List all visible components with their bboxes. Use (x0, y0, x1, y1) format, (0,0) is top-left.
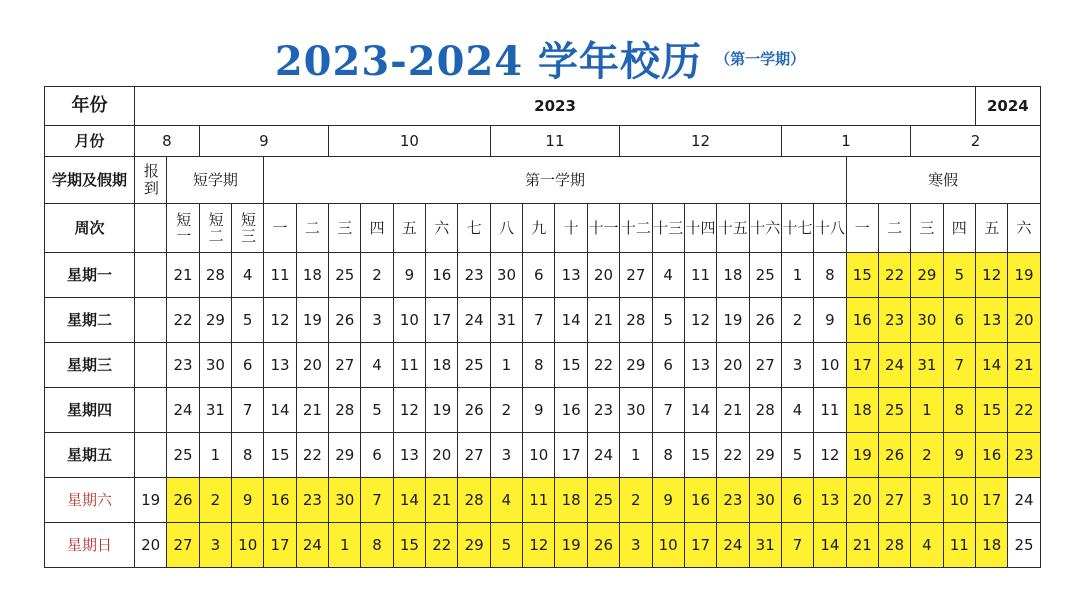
date-cell (135, 433, 167, 478)
week-cell: 一 (846, 204, 878, 253)
date-cell: 22 (167, 298, 199, 343)
day-row (45, 433, 1041, 478)
school-calendar-table (44, 86, 1041, 568)
week-cell: 二 (878, 204, 910, 253)
date-cell: 12 (393, 388, 425, 433)
date-cell: 28 (620, 298, 652, 343)
date-cell: 22 (717, 433, 749, 478)
date-cell: 13 (684, 343, 716, 388)
date-cell: 25 (167, 433, 199, 478)
week-cell: 八 (490, 204, 522, 253)
date-cell: 9 (232, 478, 264, 523)
title-main: 2023-2024 学年校历 (274, 38, 703, 85)
date-cell: 7 (781, 523, 813, 568)
week-cell: 六 (426, 204, 458, 253)
date-cell: 25 (1008, 523, 1040, 568)
week-cell: 四 (943, 204, 975, 253)
date-cell: 12 (523, 523, 555, 568)
month-row-label: 月份 (45, 126, 135, 157)
date-cell: 6 (652, 343, 684, 388)
date-cell: 23 (458, 253, 490, 298)
date-cell: 12 (814, 433, 846, 478)
date-cell: 31 (199, 388, 231, 433)
date-cell: 10 (523, 433, 555, 478)
week-cell: 七 (458, 204, 490, 253)
date-cell: 9 (393, 253, 425, 298)
date-cell: 14 (976, 343, 1008, 388)
date-cell: 16 (684, 478, 716, 523)
date-cell: 4 (781, 388, 813, 433)
day-label: 星期一 (45, 253, 135, 298)
day-row (45, 478, 1041, 523)
date-cell: 22 (296, 433, 328, 478)
week-cell: 十一 (587, 204, 619, 253)
date-cell: 24 (878, 343, 910, 388)
week-cell: 四 (361, 204, 393, 253)
date-cell: 20 (1008, 298, 1040, 343)
date-cell: 25 (749, 253, 781, 298)
date-cell: 1 (781, 253, 813, 298)
term-cell: 寒假 (846, 157, 1040, 204)
date-cell: 11 (393, 343, 425, 388)
date-cell: 31 (749, 523, 781, 568)
date-cell (135, 388, 167, 433)
date-cell: 16 (426, 253, 458, 298)
date-cell: 10 (393, 298, 425, 343)
date-cell: 3 (620, 523, 652, 568)
date-cell: 31 (490, 298, 522, 343)
month-cell: 2 (911, 126, 1040, 157)
week-cell: 十五 (717, 204, 749, 253)
date-cell: 27 (329, 343, 361, 388)
date-cell: 7 (232, 388, 264, 433)
date-cell: 31 (911, 343, 943, 388)
date-cell: 20 (135, 523, 167, 568)
date-cell: 13 (393, 433, 425, 478)
date-cell: 19 (555, 523, 587, 568)
month-cell: 9 (199, 126, 328, 157)
term-cell: 报到 (135, 157, 167, 204)
date-cell: 9 (943, 433, 975, 478)
date-cell: 13 (264, 343, 296, 388)
week-cell: 三 (911, 204, 943, 253)
date-cell: 8 (652, 433, 684, 478)
day-label: 星期五 (45, 433, 135, 478)
date-cell: 10 (232, 523, 264, 568)
date-cell: 23 (717, 478, 749, 523)
date-cell: 11 (523, 478, 555, 523)
date-cell: 8 (814, 253, 846, 298)
date-cell: 24 (167, 388, 199, 433)
date-cell: 27 (749, 343, 781, 388)
term-cell: 第一学期 (264, 157, 846, 204)
week-cell: 十二 (620, 204, 652, 253)
date-cell: 29 (329, 433, 361, 478)
date-cell: 20 (296, 343, 328, 388)
week-cell: 十七 (781, 204, 813, 253)
date-cell: 28 (749, 388, 781, 433)
date-cell: 9 (814, 298, 846, 343)
week-row-label: 周次 (45, 204, 135, 253)
date-cell: 17 (426, 298, 458, 343)
date-cell: 22 (426, 523, 458, 568)
date-cell: 9 (523, 388, 555, 433)
week-cell: 短二 (199, 204, 231, 253)
day-label: 星期二 (45, 298, 135, 343)
date-cell: 17 (264, 523, 296, 568)
date-cell: 17 (846, 343, 878, 388)
date-cell: 2 (199, 478, 231, 523)
date-cell: 21 (426, 478, 458, 523)
date-cell (135, 343, 167, 388)
date-cell: 6 (781, 478, 813, 523)
term-row-label: 学期及假期 (45, 157, 135, 204)
date-cell: 23 (1008, 433, 1040, 478)
date-cell: 30 (749, 478, 781, 523)
date-cell: 4 (652, 253, 684, 298)
date-cell: 2 (911, 433, 943, 478)
date-cell: 28 (878, 523, 910, 568)
date-cell (135, 298, 167, 343)
date-cell: 10 (652, 523, 684, 568)
date-cell: 20 (426, 433, 458, 478)
date-cell: 17 (684, 523, 716, 568)
month-cell: 8 (135, 126, 200, 157)
date-cell: 13 (555, 253, 587, 298)
date-cell: 1 (329, 523, 361, 568)
date-cell: 11 (684, 253, 716, 298)
week-cell: 十 (555, 204, 587, 253)
date-cell: 24 (587, 433, 619, 478)
month-cell: 10 (329, 126, 491, 157)
day-label: 星期六 (45, 478, 135, 523)
date-cell: 27 (167, 523, 199, 568)
week-cell: 短三 (232, 204, 264, 253)
date-cell: 16 (264, 478, 296, 523)
year-cell: 2024 (976, 87, 1041, 126)
date-cell: 24 (296, 523, 328, 568)
date-cell: 4 (911, 523, 943, 568)
date-cell: 15 (555, 343, 587, 388)
week-cell: 十四 (684, 204, 716, 253)
week-cell: 三 (329, 204, 361, 253)
date-cell: 4 (232, 253, 264, 298)
date-cell: 23 (167, 343, 199, 388)
year-row (45, 87, 1041, 126)
date-cell: 22 (587, 343, 619, 388)
date-cell: 23 (296, 478, 328, 523)
date-cell: 15 (393, 523, 425, 568)
date-cell: 26 (458, 388, 490, 433)
date-cell: 19 (846, 433, 878, 478)
week-cell: 十三 (652, 204, 684, 253)
date-cell: 30 (620, 388, 652, 433)
date-cell: 14 (264, 388, 296, 433)
week-cell: 五 (976, 204, 1008, 253)
date-cell: 17 (555, 433, 587, 478)
date-cell: 14 (555, 298, 587, 343)
date-cell: 11 (264, 253, 296, 298)
date-cell: 12 (684, 298, 716, 343)
date-cell: 8 (361, 523, 393, 568)
day-row (45, 523, 1041, 568)
title-sub: （第一学期） (715, 50, 806, 68)
month-cell: 1 (781, 126, 910, 157)
date-cell: 20 (717, 343, 749, 388)
day-row (45, 343, 1041, 388)
date-cell: 19 (296, 298, 328, 343)
week-cell: 短一 (167, 204, 199, 253)
date-cell: 26 (878, 433, 910, 478)
date-cell: 12 (264, 298, 296, 343)
date-cell: 21 (717, 388, 749, 433)
date-cell: 30 (329, 478, 361, 523)
week-cell: 十八 (814, 204, 846, 253)
date-cell: 2 (620, 478, 652, 523)
date-cell: 27 (458, 433, 490, 478)
date-cell: 11 (943, 523, 975, 568)
day-row (45, 388, 1041, 433)
week-cell: 十六 (749, 204, 781, 253)
day-label: 星期四 (45, 388, 135, 433)
date-cell: 3 (781, 343, 813, 388)
date-cell: 8 (232, 433, 264, 478)
date-cell: 18 (976, 523, 1008, 568)
date-cell: 18 (296, 253, 328, 298)
date-cell: 16 (846, 298, 878, 343)
date-cell: 7 (652, 388, 684, 433)
date-cell: 3 (199, 523, 231, 568)
date-cell: 24 (1008, 478, 1040, 523)
date-cell: 26 (749, 298, 781, 343)
month-cell: 12 (620, 126, 782, 157)
date-cell: 18 (846, 388, 878, 433)
date-cell: 7 (361, 478, 393, 523)
date-cell: 18 (717, 253, 749, 298)
week-cell: 一 (264, 204, 296, 253)
date-cell: 2 (361, 253, 393, 298)
date-cell: 19 (426, 388, 458, 433)
week-cell (135, 204, 167, 253)
date-cell: 26 (167, 478, 199, 523)
date-cell: 21 (846, 523, 878, 568)
date-cell: 19 (717, 298, 749, 343)
week-cell: 五 (393, 204, 425, 253)
date-cell: 20 (587, 253, 619, 298)
date-cell: 12 (976, 253, 1008, 298)
date-cell: 7 (523, 298, 555, 343)
date-cell: 9 (652, 478, 684, 523)
date-cell: 24 (717, 523, 749, 568)
date-cell: 10 (943, 478, 975, 523)
date-cell: 5 (232, 298, 264, 343)
date-cell: 15 (684, 433, 716, 478)
date-cell: 29 (620, 343, 652, 388)
date-cell: 6 (361, 433, 393, 478)
date-cell: 28 (329, 388, 361, 433)
date-cell: 17 (976, 478, 1008, 523)
date-cell (135, 253, 167, 298)
date-cell: 21 (167, 253, 199, 298)
date-cell: 4 (490, 478, 522, 523)
date-cell: 8 (943, 388, 975, 433)
date-cell: 21 (296, 388, 328, 433)
date-cell: 6 (943, 298, 975, 343)
date-cell: 14 (393, 478, 425, 523)
date-cell: 24 (458, 298, 490, 343)
week-cell: 六 (1008, 204, 1040, 253)
date-cell: 14 (814, 523, 846, 568)
date-cell: 1 (911, 388, 943, 433)
date-cell: 29 (911, 253, 943, 298)
date-cell: 3 (361, 298, 393, 343)
date-cell: 23 (878, 298, 910, 343)
date-cell: 28 (458, 478, 490, 523)
date-cell: 22 (878, 253, 910, 298)
date-cell: 10 (814, 343, 846, 388)
date-cell: 30 (199, 343, 231, 388)
date-cell: 2 (490, 388, 522, 433)
date-cell: 13 (814, 478, 846, 523)
date-cell: 15 (264, 433, 296, 478)
date-cell: 20 (846, 478, 878, 523)
date-cell: 18 (555, 478, 587, 523)
date-cell: 22 (1008, 388, 1040, 433)
date-cell: 5 (652, 298, 684, 343)
date-cell: 8 (523, 343, 555, 388)
date-cell: 14 (684, 388, 716, 433)
calendar-title (0, 30, 1080, 90)
date-cell: 21 (587, 298, 619, 343)
month-cell: 11 (490, 126, 619, 157)
date-cell: 30 (911, 298, 943, 343)
week-row (45, 204, 1041, 253)
date-cell: 25 (587, 478, 619, 523)
date-cell: 19 (135, 478, 167, 523)
date-cell: 4 (361, 343, 393, 388)
date-cell: 5 (361, 388, 393, 433)
day-row (45, 253, 1041, 298)
date-cell: 27 (620, 253, 652, 298)
day-label: 星期三 (45, 343, 135, 388)
date-cell: 1 (490, 343, 522, 388)
date-cell: 28 (199, 253, 231, 298)
date-cell: 29 (749, 433, 781, 478)
date-cell: 3 (490, 433, 522, 478)
date-cell: 2 (781, 298, 813, 343)
date-cell: 15 (846, 253, 878, 298)
date-cell: 26 (329, 298, 361, 343)
date-cell: 11 (814, 388, 846, 433)
date-cell: 7 (943, 343, 975, 388)
date-cell: 13 (976, 298, 1008, 343)
date-cell: 18 (426, 343, 458, 388)
date-cell: 29 (199, 298, 231, 343)
date-cell: 16 (555, 388, 587, 433)
date-cell: 25 (329, 253, 361, 298)
date-cell: 5 (490, 523, 522, 568)
date-cell: 3 (911, 478, 943, 523)
date-cell: 21 (1008, 343, 1040, 388)
date-cell: 15 (976, 388, 1008, 433)
year-row-label: 年份 (45, 87, 135, 126)
date-cell: 26 (587, 523, 619, 568)
date-cell: 1 (620, 433, 652, 478)
date-cell: 25 (878, 388, 910, 433)
year-cell: 2023 (135, 87, 976, 126)
date-cell: 30 (490, 253, 522, 298)
date-cell: 29 (458, 523, 490, 568)
day-row (45, 298, 1041, 343)
date-cell: 6 (232, 343, 264, 388)
week-cell: 九 (523, 204, 555, 253)
date-cell: 16 (976, 433, 1008, 478)
date-cell: 5 (781, 433, 813, 478)
date-cell: 6 (523, 253, 555, 298)
term-row (45, 157, 1041, 204)
date-cell: 27 (878, 478, 910, 523)
term-cell: 短学期 (167, 157, 264, 204)
week-cell: 二 (296, 204, 328, 253)
month-row (45, 126, 1041, 157)
date-cell: 5 (943, 253, 975, 298)
day-label: 星期日 (45, 523, 135, 568)
date-cell: 1 (199, 433, 231, 478)
date-cell: 25 (458, 343, 490, 388)
date-cell: 23 (587, 388, 619, 433)
date-cell: 19 (1008, 253, 1040, 298)
